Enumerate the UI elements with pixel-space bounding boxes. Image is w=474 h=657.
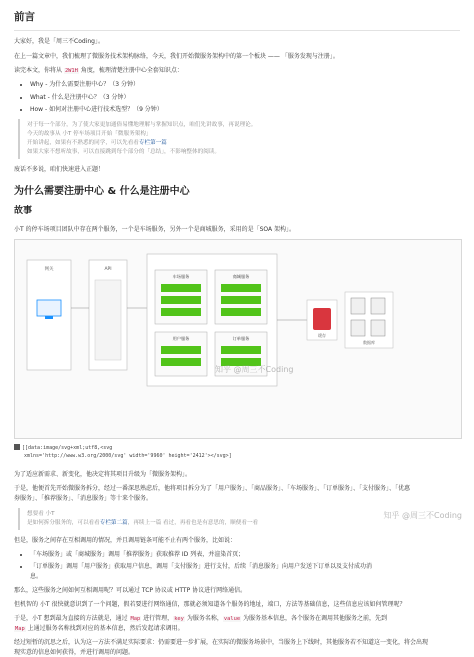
parking-service-module-2 [161, 296, 201, 304]
body-p6-b: 进行管理， [143, 615, 174, 623]
body-paragraph-7b: 现实意的信息如何获得，并进行调用的问题。 [14, 648, 135, 656]
intro-quote-line-1: 对于每一个部分，为了使大家更加通俗易懂地理解与掌握知识点，咱们先讲故事，再说理论。 [27, 122, 257, 129]
broken-image-icon [14, 444, 20, 450]
body-p6-c: 为服务名称， [186, 615, 223, 623]
story-paragraph-1: 小T 的停车场项目团队中存在两个服务，一个是车场服务，另外一个是商城服务，采用的是「SOA 架构」。 [14, 225, 296, 233]
redis-icon [313, 308, 331, 330]
api-inner-box [95, 280, 121, 360]
body-quote-line-2-text: 是如何拆分服务的，可以看看 [27, 519, 100, 526]
body-paragraph-2b: 券服务」、「推荐服务」、「消息服务」等十来个服务。 [14, 494, 153, 502]
database-label: 数据库 [363, 339, 375, 345]
intro-quote-line-3 [27, 139, 460, 148]
database-icon-3 [351, 320, 365, 336]
page-title: 前言 [14, 11, 35, 23]
intro-bullet-why: • Why - 为什么需要注册中心？（3 分钟） [30, 80, 460, 89]
body-p6-d: 为服务基本信息，各个服务在调用其他服务之前，先到 [243, 615, 388, 623]
body-paragraph-7: 经过短暂的沉思之后，认为这一方法不满足实际要求：仍需要进一步扩展，在实际的微服务场景中，当服务上下线时，其他服务若不知道这一变化，将会出现 [14, 639, 429, 647]
parking-service-label: 车场服务 [172, 273, 190, 279]
intro-p3-suffix: 角度，梳理清楚注册中心全套知识点： [80, 66, 183, 74]
api-label: API [104, 266, 112, 272]
column-second-article-link[interactable]: 专栏第二篇 [99, 519, 128, 526]
body-paragraph-5: 但机智的 小T 很快就意识到了一个问题，假若要进行网络通信，那就必须知道各个服务的地址，端口，方法等基础信息，这些信息应该如何管理呢？ [14, 601, 406, 609]
user-service-module-2 [161, 358, 201, 366]
image-fallback-line-1-text: [[data:image/svg+xml;utf8,<svg [22, 444, 113, 451]
body-p6-a: 于是，小T 想到最为直接的方法就是，通过 [14, 615, 128, 623]
section-title: 为什么需要注册中心 & 什么是注册中心 [14, 186, 190, 198]
database-icon-4 [371, 320, 385, 336]
database-icon-1 [351, 298, 365, 314]
title-divider [14, 30, 460, 31]
body-paragraph-6 [14, 614, 460, 623]
parking-service-module-3 [161, 308, 201, 316]
intro-blockquote [18, 119, 460, 159]
cache-label: 缓存 [318, 332, 326, 338]
mall-service-module-2 [221, 296, 261, 304]
intro-quote-line-3-text: 开始讲起，如果有不熟悉的同学，可以先看看 [27, 140, 139, 146]
user-service-label: 用户服务 [172, 335, 190, 341]
body-paragraph-4: 那么，这些服务之间如何互相调用呢？可以通过 TCP 协议或 HTTP 协议进行网络通信。 [14, 586, 247, 594]
soa-architecture-diagram [14, 239, 462, 439]
image-fallback-code [14, 444, 460, 460]
mall-service-module-1 [221, 284, 261, 292]
image-fallback-line-1 [14, 444, 460, 452]
intro-bullet-list [14, 80, 460, 114]
database-icon-2 [371, 298, 385, 314]
body-paragraph-6b [14, 624, 460, 633]
inline-code-map: Map [130, 616, 141, 623]
body-quote-line-1: 想要看 小T [27, 510, 55, 517]
body-paragraph-1: 为了适应新需求、新变化，他决定将其项目升级为「微服务架构」。 [14, 470, 192, 478]
monitor-stand-icon [45, 316, 53, 319]
intro-bullet-what: • What - 什么是注册中心？（3 分钟） [30, 93, 460, 102]
column-first-article-link[interactable]: 专栏第一篇 [138, 140, 167, 146]
diagram-watermark: 知乎 @周三不Coding [215, 364, 294, 374]
inline-code-2w1h: 2W1H [64, 67, 78, 74]
intro-quote-line-4: 如果大家不想听故事，可以直接跳到每个部分的「总结」，不影响整体的阅读。 [27, 148, 220, 155]
body-bullet-1: • 「车场服务」或「商城服务」调用「推荐服务」获取推荐 ID 列表，并渲染首页； [30, 550, 460, 559]
body-bullet-list [14, 550, 460, 581]
footer-watermark: 知乎 @周三不Coding [383, 510, 462, 520]
story-title: 故事 [14, 205, 33, 216]
body-bullet-2-cont: 息。 [30, 572, 43, 580]
intro-paragraph-1: 大家好，我是「周三不Coding」。 [14, 38, 104, 46]
inline-code-map-2: Map [15, 625, 25, 632]
order-service-label: 订单服务 [232, 335, 250, 341]
intro-bullet-how: • How - 如何对注册中心进行技术选型？（9 分钟） [30, 105, 460, 114]
mall-service-module-3 [221, 308, 261, 316]
body-p6-line2: 上通过服务名称找到对应的基本信息，然后发起请求调用。 [27, 624, 184, 632]
image-fallback-line-2: xmlns='http://www.w3.org/2000/svg' width='9960' height='2412'></svg>] [24, 452, 232, 459]
inline-code-value: value [223, 616, 241, 623]
gateway-label: 网关 [44, 266, 54, 272]
intro-paragraph-3 [14, 66, 460, 75]
user-service-module-1 [161, 346, 201, 354]
intro-p3-prefix: 读完本文，你将从 [14, 66, 63, 74]
mall-service-label: 商城服务 [232, 273, 250, 279]
intro-quote-line-2: 今天的故事从 小T 停车场项目开始「微服务架构」 [27, 131, 152, 138]
diagram-svg [15, 240, 461, 438]
monitor-icon [37, 300, 61, 316]
intro-paragraph-4: 废话不多说，咱们快速进入正题！ [14, 165, 105, 173]
parking-service-module-1 [161, 284, 201, 292]
body-paragraph-3: 但是，服务之间存在互相调用的情况，并且调用链条可能不止有两个服务，比如说： [14, 536, 237, 544]
body-quote-line-2-tail: ，再续上一篇 看过，再看也是有意思的，顺便看一看 [127, 519, 259, 526]
inline-code-key: key [174, 616, 184, 623]
body-bullet-2: • 「订单服务」调用「用户服务」获取用户信息，调用「支付服务」进行支付，后续「消息服务」向用户发送下订单以及支付成功消 [30, 562, 460, 571]
intro-paragraph-2: 在上一篇文章中，我们梳理了微服务技术架构脉络，今天，我们开始微服务架构中的第一个板块 —— 「服务发现与注册」。 [14, 52, 339, 60]
body-paragraph-2: 于是，他便首先开始微服务拆分，经过一番深思熟虑后，他将项目拆分为了「用户服务」、「商品服务」、「车场服务」、「订单服务」、「支付服务」、「优惠 [14, 485, 411, 493]
order-service-module-1 [221, 346, 261, 354]
